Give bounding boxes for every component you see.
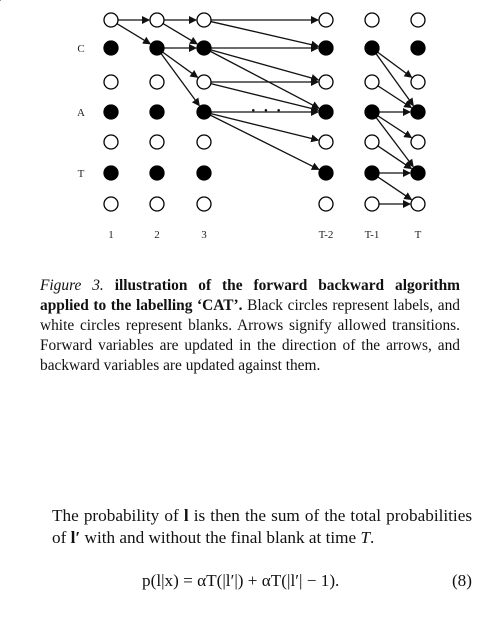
left-transition-arrow — [163, 24, 197, 44]
column-label: T-2 — [318, 229, 334, 241]
left-transition-arrow — [210, 115, 319, 169]
blank-node — [150, 13, 164, 27]
row-label: C — [77, 43, 85, 55]
blank-node — [319, 13, 333, 27]
label-node — [197, 105, 211, 119]
bold-l: l — [183, 506, 189, 525]
left-transition-arrow — [163, 52, 198, 77]
blank-node — [150, 197, 164, 211]
figure-caption — [40, 276, 460, 376]
body-text-1: The probability of — [52, 506, 179, 525]
label-node — [365, 166, 379, 180]
blank-node — [104, 13, 118, 27]
row-label: A — [77, 107, 85, 119]
caption-label: Figure 3. — [40, 277, 104, 294]
caption-title: illustration of the forward backward algorithm applied to the labelling ‘CAT’. — [40, 277, 460, 314]
label-node — [197, 41, 211, 55]
body-text-4: . — [370, 528, 375, 547]
blank-node — [104, 135, 118, 149]
blank-node — [365, 75, 379, 89]
blank-node — [150, 135, 164, 149]
column-label: T-1 — [364, 229, 380, 241]
equation-body: p(l|x) = αT(|l′|) + αT(|l′| − 1). — [142, 571, 340, 590]
column-label: 1 — [108, 229, 114, 241]
body-paragraph — [52, 505, 472, 549]
blank-node — [365, 13, 379, 27]
body-text-2: is then the sum of the total probabilities of — [52, 506, 473, 547]
blank-node — [104, 197, 118, 211]
blank-node — [319, 197, 333, 211]
label-node — [104, 166, 118, 180]
blank-node — [150, 75, 164, 89]
column-label: 3 — [201, 229, 207, 241]
right-transition-arrow — [376, 118, 413, 167]
blank-node — [411, 135, 425, 149]
bold-l-prime: l′ — [70, 528, 81, 547]
caption-text: Black circles represent labels, and white circles represent blanks. Arrows signify allowed transitions. Forward variables are updated in the direction of the arrows, and backward variables are updated against them. — [40, 297, 460, 374]
right-transition-arrow — [378, 52, 412, 77]
label-node — [197, 166, 211, 180]
blank-node — [197, 197, 211, 211]
equation-8 — [52, 571, 472, 595]
label-node — [411, 105, 425, 119]
label-node — [150, 41, 164, 55]
forward-backward-diagram — [0, 0, 500, 260]
label-node — [319, 41, 333, 55]
row-label: T — [77, 168, 85, 180]
left-transition-arrow — [117, 24, 150, 44]
label-node — [150, 166, 164, 180]
label-node — [365, 105, 379, 119]
label-node — [411, 166, 425, 180]
blank-node — [197, 75, 211, 89]
label-node — [319, 166, 333, 180]
blank-node — [319, 135, 333, 149]
body-text-3: with and without the final blank at time — [84, 528, 357, 547]
blank-node — [411, 197, 425, 211]
label-node — [365, 41, 379, 55]
column-label: 2 — [154, 229, 160, 241]
label-node — [104, 41, 118, 55]
label-node — [319, 105, 333, 119]
column-label: T — [414, 229, 422, 241]
label-node — [150, 105, 164, 119]
equation-number: (8) — [451, 571, 472, 590]
time-t: T — [360, 528, 370, 547]
left-transition-arrow — [211, 50, 319, 80]
blank-node — [411, 13, 425, 27]
ellipsis: · · · — [250, 98, 282, 122]
blank-node — [319, 75, 333, 89]
blank-node — [411, 75, 425, 89]
blank-node — [197, 13, 211, 27]
blank-node — [365, 135, 379, 149]
label-node — [411, 41, 425, 55]
left-transition-arrow — [211, 22, 318, 47]
blank-node — [365, 197, 379, 211]
blank-node — [104, 75, 118, 89]
left-transition-arrow — [161, 54, 199, 106]
right-transition-arrow — [376, 54, 413, 106]
label-node — [104, 105, 118, 119]
right-transition-arrow — [378, 177, 412, 200]
blank-node — [197, 135, 211, 149]
